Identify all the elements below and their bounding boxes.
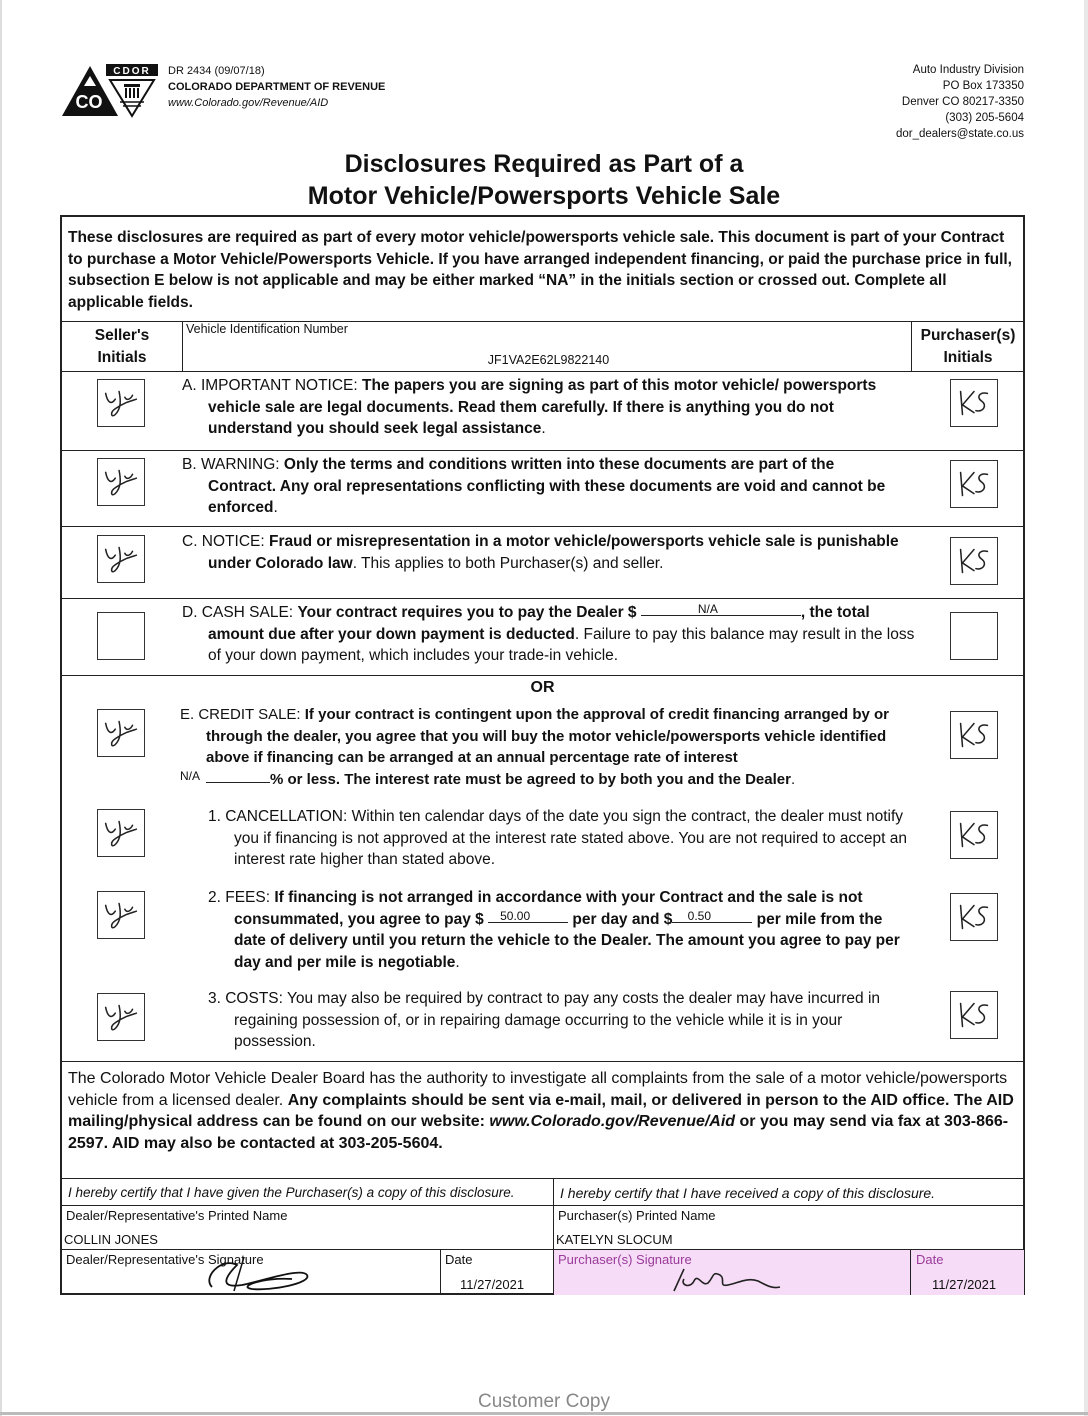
divider bbox=[62, 1205, 1023, 1206]
item-c: C. NOTICE: Fraud or misrepresentation in a motor vehicle/powersports vehicle sale is punishable under Colorado law. This applies to both Purchaser(s) and seller. bbox=[182, 533, 899, 572]
purchaser-initials-mark bbox=[951, 380, 997, 426]
cdor-logo bbox=[58, 62, 162, 120]
purchaser-initials-box-e1[interactable] bbox=[950, 811, 998, 859]
seller-initials-mark bbox=[98, 810, 144, 856]
fee-per-mile[interactable]: 0.50 bbox=[672, 910, 752, 923]
vin-label: Vehicle Identification Number bbox=[186, 322, 348, 336]
purchaser-initials-mark bbox=[951, 812, 997, 858]
purchaser-initials-box-c[interactable] bbox=[950, 537, 998, 585]
divider bbox=[62, 526, 1023, 527]
purchaser-initials-mark bbox=[951, 712, 997, 758]
item-e: E. CREDIT SALE: If your contract is contingent upon the approval of credit financing arranged by or through the dealer, you agree that you will buy the motor vehicle/powersports vehicle identified above if financing can be arranged at an annual percentage rate of interest N/A % or less. The interest rate must be agreed to by both you and the Dealer. bbox=[180, 706, 889, 788]
divider bbox=[182, 321, 183, 371]
purchaser-initials-box-b[interactable] bbox=[950, 460, 998, 508]
logo-cdor: CDOR bbox=[113, 66, 151, 77]
purchaser-signature-label: Purchaser(s) Signature bbox=[558, 1252, 692, 1267]
intro-text: These disclosures are required as part of every motor vehicle/powersports vehicle sale. This document is part of your Contract to purchase a Motor Vehicle/Powersports Vehicle. If you have arranged independent financing, or paid the purchase price in full, subsection E below is not applicable and may be either marked “NA” in the initials section or crossed out. Complete all applicable fields. bbox=[68, 229, 1012, 311]
purchaser-initials-box-e2[interactable] bbox=[950, 893, 998, 941]
purchaser-initials-box-e3[interactable] bbox=[950, 991, 998, 1039]
seller-initials-mark bbox=[98, 994, 144, 1040]
purchaser-date[interactable]: 11/27/2021 bbox=[932, 1277, 997, 1292]
purchaser-initials-box-e[interactable] bbox=[950, 711, 998, 759]
purchaser-initials-mark bbox=[951, 894, 997, 940]
divider bbox=[62, 371, 1023, 372]
page-bottom-edge bbox=[0, 1412, 1088, 1415]
item-a: A. IMPORTANT NOTICE: The papers you are signing as part of this motor vehicle/ powersports vehicle sale are legal documents. Read them carefully. If there is anything you do not understand you should seek legal assistance. bbox=[182, 377, 877, 437]
purchaser-signature[interactable] bbox=[662, 1263, 792, 1295]
disclosure-form bbox=[60, 215, 1025, 1295]
purchaser-initials-mark bbox=[951, 461, 997, 507]
seller-initials-box-d[interactable] bbox=[97, 612, 145, 660]
seller-initials-mark bbox=[98, 892, 144, 938]
page-right-edge bbox=[1084, 0, 1088, 1416]
seller-initials-header: Seller's Initials bbox=[94, 327, 150, 366]
dealer-name-label: Dealer/Representative's Printed Name bbox=[66, 1208, 288, 1223]
email: dor_dealers@state.co.us bbox=[895, 128, 1024, 140]
logo-co: CO bbox=[75, 92, 103, 112]
item-b: B. WARNING: Only the terms and conditions written into these documents are part of the Contract. Any oral representations conflicting with these documents are void and cannot be enforced. bbox=[182, 456, 886, 516]
divider bbox=[62, 598, 1023, 599]
seller-initials-box-a[interactable] bbox=[97, 379, 145, 427]
item-e2: 2. FEES: If financing is not arranged in accordance with your Contract and the sale is not consummated, you agree to pay $ 50.00 per day and $ 0.50 per mile from the date of delivery until you return the vehicle to the Dealer. The amount you agree to pay per day and per mile is negotiable. bbox=[208, 889, 900, 971]
purchaser-initials-mark bbox=[951, 992, 997, 1038]
seller-initials-mark bbox=[98, 380, 144, 426]
phone: (303) 205-5604 bbox=[945, 112, 1024, 124]
seller-initials-mark bbox=[98, 459, 144, 505]
item-e1: 1. CANCELLATION: Within ten calendar days of the date you sign the contract, the dealer must notify you if financing is not approved at the interest rate stated above. You are not required to accept an interest rate higher than stated above. bbox=[208, 808, 907, 868]
purchaser-initials-header: Purchaser(s) Initials bbox=[920, 327, 1016, 366]
divider bbox=[62, 450, 1023, 451]
purchaser-initials-box-d[interactable] bbox=[950, 612, 998, 660]
header-address-block bbox=[896, 62, 1024, 142]
division-name: Auto Industry Division bbox=[912, 64, 1024, 76]
or-separator: OR bbox=[530, 679, 555, 696]
seller-initials-box-e2[interactable] bbox=[97, 891, 145, 939]
dealer-signature-label: Dealer/Representative's Signature bbox=[66, 1252, 264, 1267]
item-e3: 3. COSTS: You may also be required by contract to pay any costs the dealer may have incurred in regaining possession of, or in repairing damage occurring to the vehicle while it is in your possession. bbox=[208, 990, 881, 1050]
title-line-1: Disclosures Required as Part of a bbox=[344, 150, 744, 178]
page-left-edge bbox=[0, 0, 2, 1416]
purchaser-initials-mark bbox=[951, 538, 997, 584]
dealer-certification: I hereby certify that I have given the Purchaser(s) a copy of this disclosure. bbox=[68, 1185, 515, 1200]
dealer-name[interactable]: COLLIN JONES bbox=[64, 1232, 158, 1247]
seller-initials-box-e[interactable] bbox=[97, 709, 145, 757]
seller-initials-box-e3[interactable] bbox=[97, 993, 145, 1041]
city-line: Denver CO 80217-3350 bbox=[901, 96, 1024, 108]
cash-sale-amount[interactable]: N/A bbox=[641, 603, 801, 616]
vin-value: JF1VA2E62L9822140 bbox=[487, 353, 610, 367]
purchaser-date-label: Date bbox=[916, 1252, 944, 1267]
document-title bbox=[0, 148, 1088, 212]
seller-initials-box-b[interactable] bbox=[97, 458, 145, 506]
purchaser-initials-box-a[interactable] bbox=[950, 379, 998, 427]
divider bbox=[440, 1249, 441, 1295]
fee-per-day[interactable]: 50.00 bbox=[488, 910, 568, 923]
dealer-date[interactable]: 11/27/2021 bbox=[460, 1277, 525, 1292]
seller-initials-mark bbox=[98, 536, 144, 582]
purchaser-name[interactable]: KATELYN SLOCUM bbox=[556, 1232, 673, 1247]
divider bbox=[62, 675, 1023, 676]
form-number: DR 2434 (09/07/18) bbox=[168, 65, 265, 77]
dealer-board-notice: The Colorado Motor Vehicle Dealer Board has the authority to investigate all complaints from the sale of a motor vehicle/powersports vehicle from a licensed dealer. Any complaints should be sent via e-mail, mail, or delivered in person to the AID office. The AID mailing/physical address can be found on our website: www.Colorado.gov/Revenue/Aid or you may send via fax at 303-866-2597. AID may also be contacted at 303-205-5604. bbox=[68, 1070, 1014, 1152]
item-d: D. CASH SALE: Your contract requires you to pay the Dealer $ N/A , the total amount due after your down payment is deducted. Failure to pay this balance may result in the loss of your down payment, which includes your trade-in vehicle. bbox=[182, 602, 915, 664]
divider bbox=[62, 1061, 1023, 1062]
seller-initials-mark bbox=[98, 710, 144, 756]
title-line-2: Motor Vehicle/Powersports Vehicle Sale bbox=[307, 182, 781, 210]
seller-initials-box-e1[interactable] bbox=[97, 809, 145, 857]
divider bbox=[62, 1178, 1023, 1179]
divider bbox=[910, 1249, 911, 1295]
department-name: COLORADO DEPARTMENT OF REVENUE bbox=[168, 81, 386, 93]
dealer-date-label: Date bbox=[445, 1252, 473, 1267]
interest-rate[interactable]: N/A bbox=[206, 770, 270, 783]
seller-initials-box-c[interactable] bbox=[97, 535, 145, 583]
customer-copy-footer: Customer Copy bbox=[478, 1391, 610, 1412]
purchaser-certification: I hereby certify that I have received a copy of this disclosure. bbox=[560, 1185, 936, 1201]
header-department-block bbox=[168, 63, 385, 111]
dealer-signature[interactable] bbox=[182, 1247, 322, 1295]
department-url: www.Colorado.gov/Revenue/AID bbox=[168, 97, 329, 109]
po-box: PO Box 173350 bbox=[942, 80, 1024, 92]
purchaser-name-label: Purchaser(s) Printed Name bbox=[558, 1208, 716, 1223]
